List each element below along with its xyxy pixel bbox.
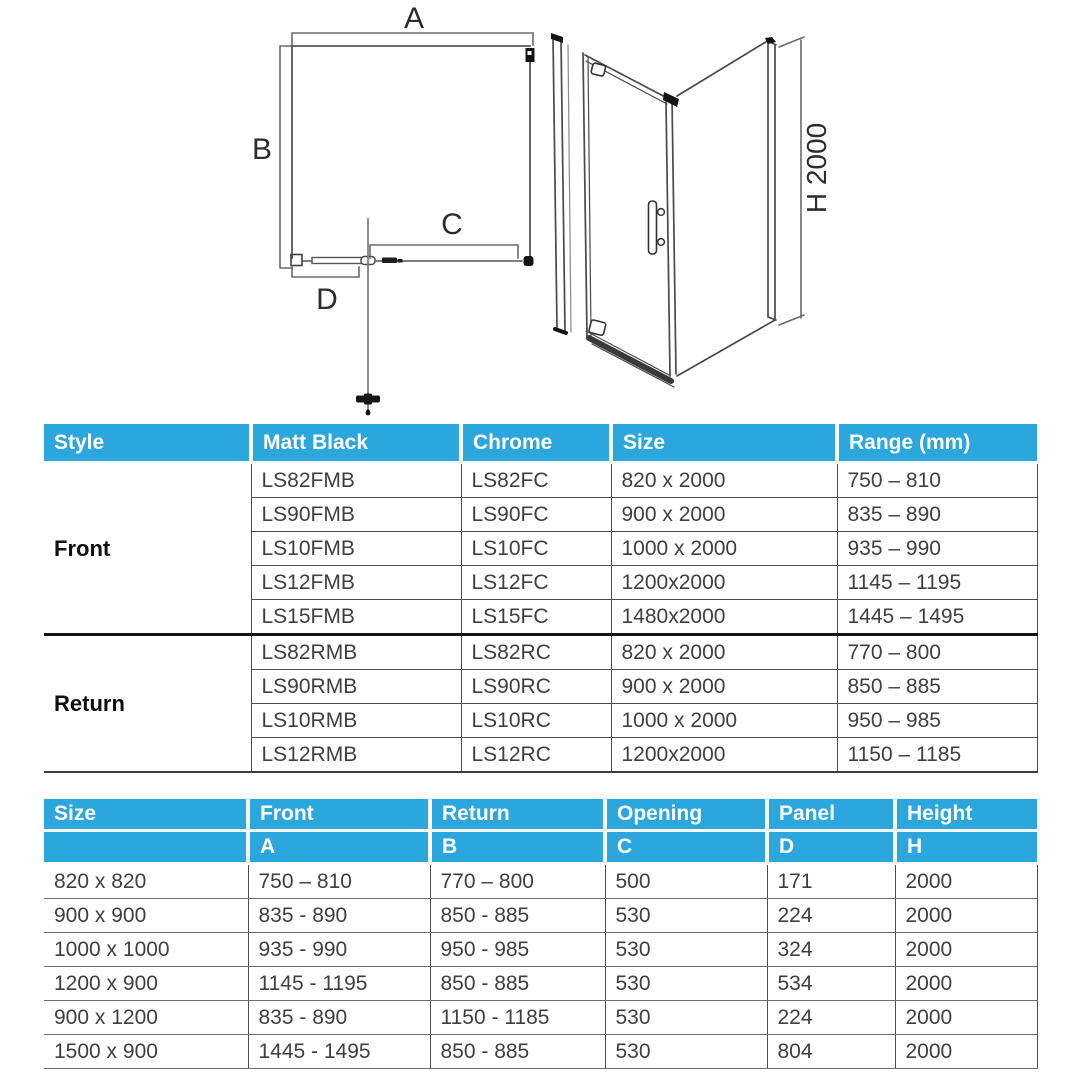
iso-hinge-stile-1 [583, 53, 587, 337]
cell-size: 1200x2000 [611, 566, 837, 600]
iso-door-stile-2 [672, 98, 676, 374]
cell-size: 900 x 2000 [611, 498, 837, 532]
table-row [44, 864, 1037, 899]
cell-front-a: 935 - 990 [248, 933, 430, 967]
cell-chrome: LS82FC [461, 463, 611, 498]
iso-bottom-rail-under [592, 344, 674, 387]
style-group-front: Front [44, 463, 251, 635]
style-finish-table [44, 424, 1038, 773]
header-opening: Opening [605, 799, 767, 831]
iso-hinge-stile-2 [588, 57, 591, 336]
header-panel: Panel [767, 799, 895, 831]
cell-chrome: LS12RC [461, 738, 611, 773]
iso-panel-top-edge [677, 40, 769, 96]
cell-panel-d: 224 [767, 899, 895, 933]
cell-height-h: 2000 [895, 967, 1037, 1001]
iso-top-rail-1 [585, 55, 669, 99]
subheader-h: H [895, 831, 1037, 864]
dim-line-d [292, 266, 359, 277]
iso-bottom-rail-fill [589, 338, 671, 381]
plan-outline [292, 46, 530, 258]
cell-size: 1480x2000 [611, 600, 837, 635]
cell-size: 820 x 820 [44, 864, 248, 899]
size-dimensions-table [44, 799, 1038, 1069]
cell-matt-black: LS15FMB [251, 600, 461, 635]
iso-left-bar-glassline [568, 45, 571, 332]
iso-door-stile-1 [666, 101, 670, 376]
cell-size: 1000 x 1000 [44, 933, 248, 967]
table-row [44, 933, 1037, 967]
cell-matt-black: LS12FMB [251, 566, 461, 600]
cell-chrome: LS12FC [461, 566, 611, 600]
cell-matt-black: LS90FMB [251, 498, 461, 532]
dim-label-d: D [316, 283, 338, 316]
cell-range: 1445 – 1495 [837, 600, 1037, 635]
cell-size: 1200x2000 [611, 738, 837, 773]
cell-matt-black: LS10RMB [251, 704, 461, 738]
cell-range: 950 – 985 [837, 704, 1037, 738]
cell-range: 750 – 810 [837, 463, 1037, 498]
cell-return-b: 850 - 885 [430, 967, 605, 1001]
cell-opening-c: 530 [605, 933, 767, 967]
dim-tick-h-bottom [779, 315, 804, 325]
size-table-subheader-row [44, 831, 1037, 864]
cell-range: 770 – 800 [837, 635, 1037, 670]
inline-panel [312, 258, 362, 264]
header-range: Range (mm) [837, 424, 1037, 463]
cell-return-b: 950 - 985 [430, 933, 605, 967]
cell-height-h: 2000 [895, 933, 1037, 967]
cell-return-b: 850 - 885 [430, 1035, 605, 1069]
cell-matt-black: LS10FMB [251, 532, 461, 566]
cell-opening-c: 530 [605, 1001, 767, 1035]
cell-return-b: 1150 - 1185 [430, 1001, 605, 1035]
style-group-return: Return [44, 635, 251, 773]
iso-left-bar-outer [553, 36, 557, 329]
cell-matt-black: LS90RMB [251, 670, 461, 704]
fitting-top-right-slot [528, 51, 532, 55]
fitting-bottom-right [524, 256, 534, 266]
cell-height-h: 2000 [895, 1035, 1037, 1069]
cell-return-b: 850 - 885 [430, 899, 605, 933]
dim-line-c [370, 245, 518, 258]
cell-chrome: LS90FC [461, 498, 611, 532]
cell-matt-black: LS82FMB [251, 463, 461, 498]
dim-label-c: C [441, 208, 463, 241]
cell-height-h: 2000 [895, 1001, 1037, 1035]
axis-handle-rib [364, 394, 372, 405]
cell-panel-d: 324 [767, 933, 895, 967]
cell-front-a: 835 - 890 [248, 1001, 430, 1035]
cell-opening-c: 530 [605, 899, 767, 933]
cell-opening-c: 500 [605, 864, 767, 899]
cell-size: 1500 x 900 [44, 1035, 248, 1069]
cell-size: 900 x 900 [44, 899, 248, 933]
cell-size: 1000 x 2000 [611, 704, 837, 738]
cell-panel-d: 224 [767, 1001, 895, 1035]
cell-opening-c: 530 [605, 967, 767, 1001]
cell-return-b: 770 – 800 [430, 864, 605, 899]
header-chrome: Chrome [461, 424, 611, 463]
enclosure-drawing [0, 0, 1080, 420]
cell-front-a: 835 - 890 [248, 899, 430, 933]
cell-chrome: LS10FC [461, 532, 611, 566]
cell-height-h: 2000 [895, 899, 1037, 933]
cell-range: 935 – 990 [837, 532, 1037, 566]
axis-end-dot [366, 410, 371, 416]
cell-matt-black: LS82RMB [251, 635, 461, 670]
style-table-header-row [44, 424, 1037, 463]
cell-chrome: LS10RC [461, 704, 611, 738]
door-hinge-top [591, 63, 606, 77]
subheader-d: D [767, 831, 895, 864]
subheader-b: B [430, 831, 605, 864]
iso-left-bar-inner [561, 40, 565, 331]
iso-view [551, 33, 804, 387]
cell-size: 900 x 2000 [611, 670, 837, 704]
door-handle [649, 201, 657, 254]
cell-size: 1000 x 2000 [611, 532, 837, 566]
cell-size: 900 x 1200 [44, 1001, 248, 1035]
header-return: Return [430, 799, 605, 831]
door-handle-mount-bottom [658, 239, 665, 246]
cell-range: 1150 – 1185 [837, 738, 1037, 773]
cell-front-a: 750 – 810 [248, 864, 430, 899]
cell-panel-d: 534 [767, 967, 895, 1001]
table-row [44, 463, 1037, 498]
subheader-a: A [248, 831, 430, 864]
header-size: Size [611, 424, 837, 463]
dim-line-b [280, 46, 292, 268]
table-row [44, 899, 1037, 933]
subheader-blank [44, 831, 248, 864]
cell-opening-c: 530 [605, 1035, 767, 1069]
header-front: Front [248, 799, 430, 831]
cell-size: 820 x 2000 [611, 635, 837, 670]
iso-bottom-rail-edge [586, 331, 669, 375]
cell-size: 820 x 2000 [611, 463, 837, 498]
subheader-c: C [605, 831, 767, 864]
iso-panel-corner-cap [765, 37, 776, 44]
table-row [44, 967, 1037, 1001]
cell-chrome: LS82RC [461, 635, 611, 670]
cell-panel-d: 171 [767, 864, 895, 899]
cell-matt-black: LS12RMB [251, 738, 461, 773]
door-handle-mount-top [658, 209, 665, 216]
cell-panel-d: 804 [767, 1035, 895, 1069]
header-size: Size [44, 799, 248, 831]
header-matt-black: Matt Black [251, 424, 461, 463]
table-row [44, 1001, 1037, 1035]
cell-chrome: LS15FC [461, 600, 611, 635]
dim-label-h: H 2000 [801, 122, 832, 214]
cell-size: 1200 x 900 [44, 967, 248, 1001]
dim-label-a: A [403, 2, 425, 35]
cell-front-a: 1145 - 1195 [248, 967, 430, 1001]
door-hardware-nub [398, 259, 403, 263]
cell-range: 835 – 890 [837, 498, 1037, 532]
table-row [44, 1035, 1037, 1069]
dim-label-b: B [251, 133, 273, 166]
size-table-header-row [44, 799, 1037, 831]
plan-view [252, 2, 535, 416]
cell-range: 1145 – 1195 [837, 566, 1037, 600]
cell-front-a: 1445 - 1495 [248, 1035, 430, 1069]
cell-range: 850 – 885 [837, 670, 1037, 704]
table-row [44, 635, 1037, 670]
cell-height-h: 2000 [895, 864, 1037, 899]
header-style: Style [44, 424, 251, 463]
door-hardware [382, 258, 397, 264]
header-height: Height [895, 799, 1037, 831]
cell-chrome: LS90RC [461, 670, 611, 704]
iso-panel-bottom-edge [677, 320, 775, 376]
